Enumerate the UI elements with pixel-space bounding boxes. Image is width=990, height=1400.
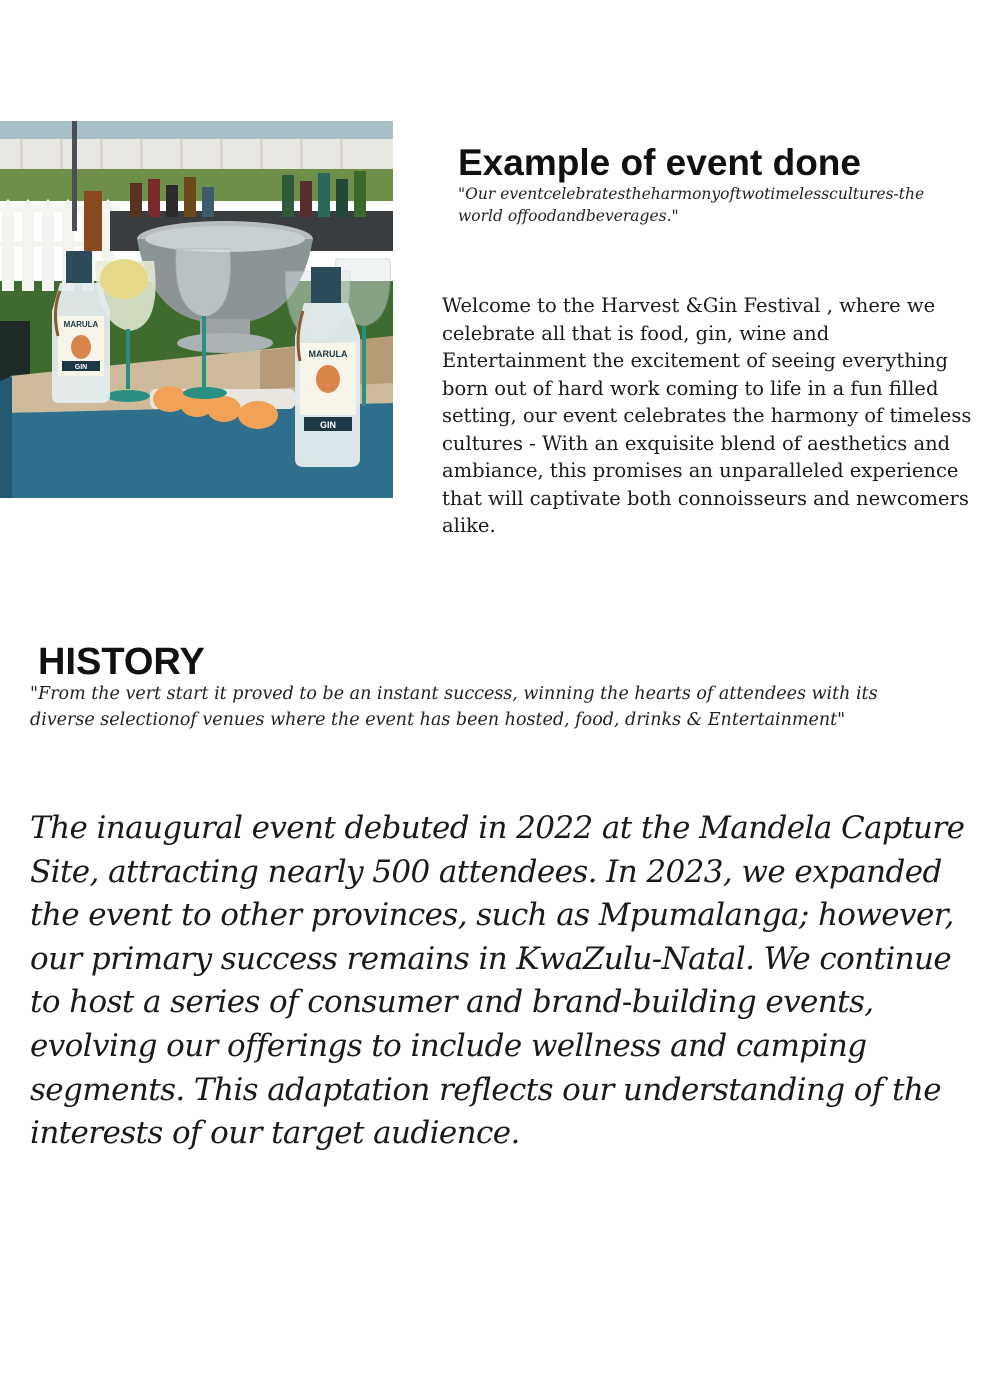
bottle-brand-text: MARULA	[63, 320, 99, 329]
event-photo	[0, 121, 393, 498]
event-example-quote: "Our eventcelebratestheharmonyoftwotimelesscultures-the world offoodandbeverages."	[458, 185, 925, 225]
event-photo-illustration	[0, 121, 393, 498]
bottle-brand-text-2: MARULA	[308, 349, 348, 359]
welcome-paragraph: Welcome to the Harvest &Gin Festival , where we celebrate all that is food, gin, wine and Entertainment the excitement of seeing everything born out of hard work coming to life in a fun filled setting, our event celebrates the harmony of timeless cultures - With an exquisite blend of aesthetics and ambiance, this promises an unparalleled experience that will captivate both connoisseurs and newcomers alike.	[442, 294, 972, 537]
history-heading: HISTORY	[38, 641, 205, 683]
history-quote: "From the vert start it proved to be an instant success, winning the hearts of attendees with its diverse selectionof venues where the event has been hosted, food, drinks & Entertainment"	[30, 684, 878, 730]
bottle-type-text-2: GIN	[319, 420, 337, 430]
bottle-type-text: GIN	[74, 364, 88, 371]
history-body-paragraph: The inaugural event debuted in 2022 at the Mandela Capture Site, attracting nearly 500 attendees. In 2023, we expanded the event to other provinces, such as Mpumalanga; however, our primary success remains in KwaZulu-Natal. We continue to host a series of consumer and brand-building events, evolving our offerings to include wellness and camping segments. This adaptation reflects our understanding of the interests of our target audience.	[30, 810, 965, 1152]
event-example-heading: Example of event done	[458, 142, 861, 183]
